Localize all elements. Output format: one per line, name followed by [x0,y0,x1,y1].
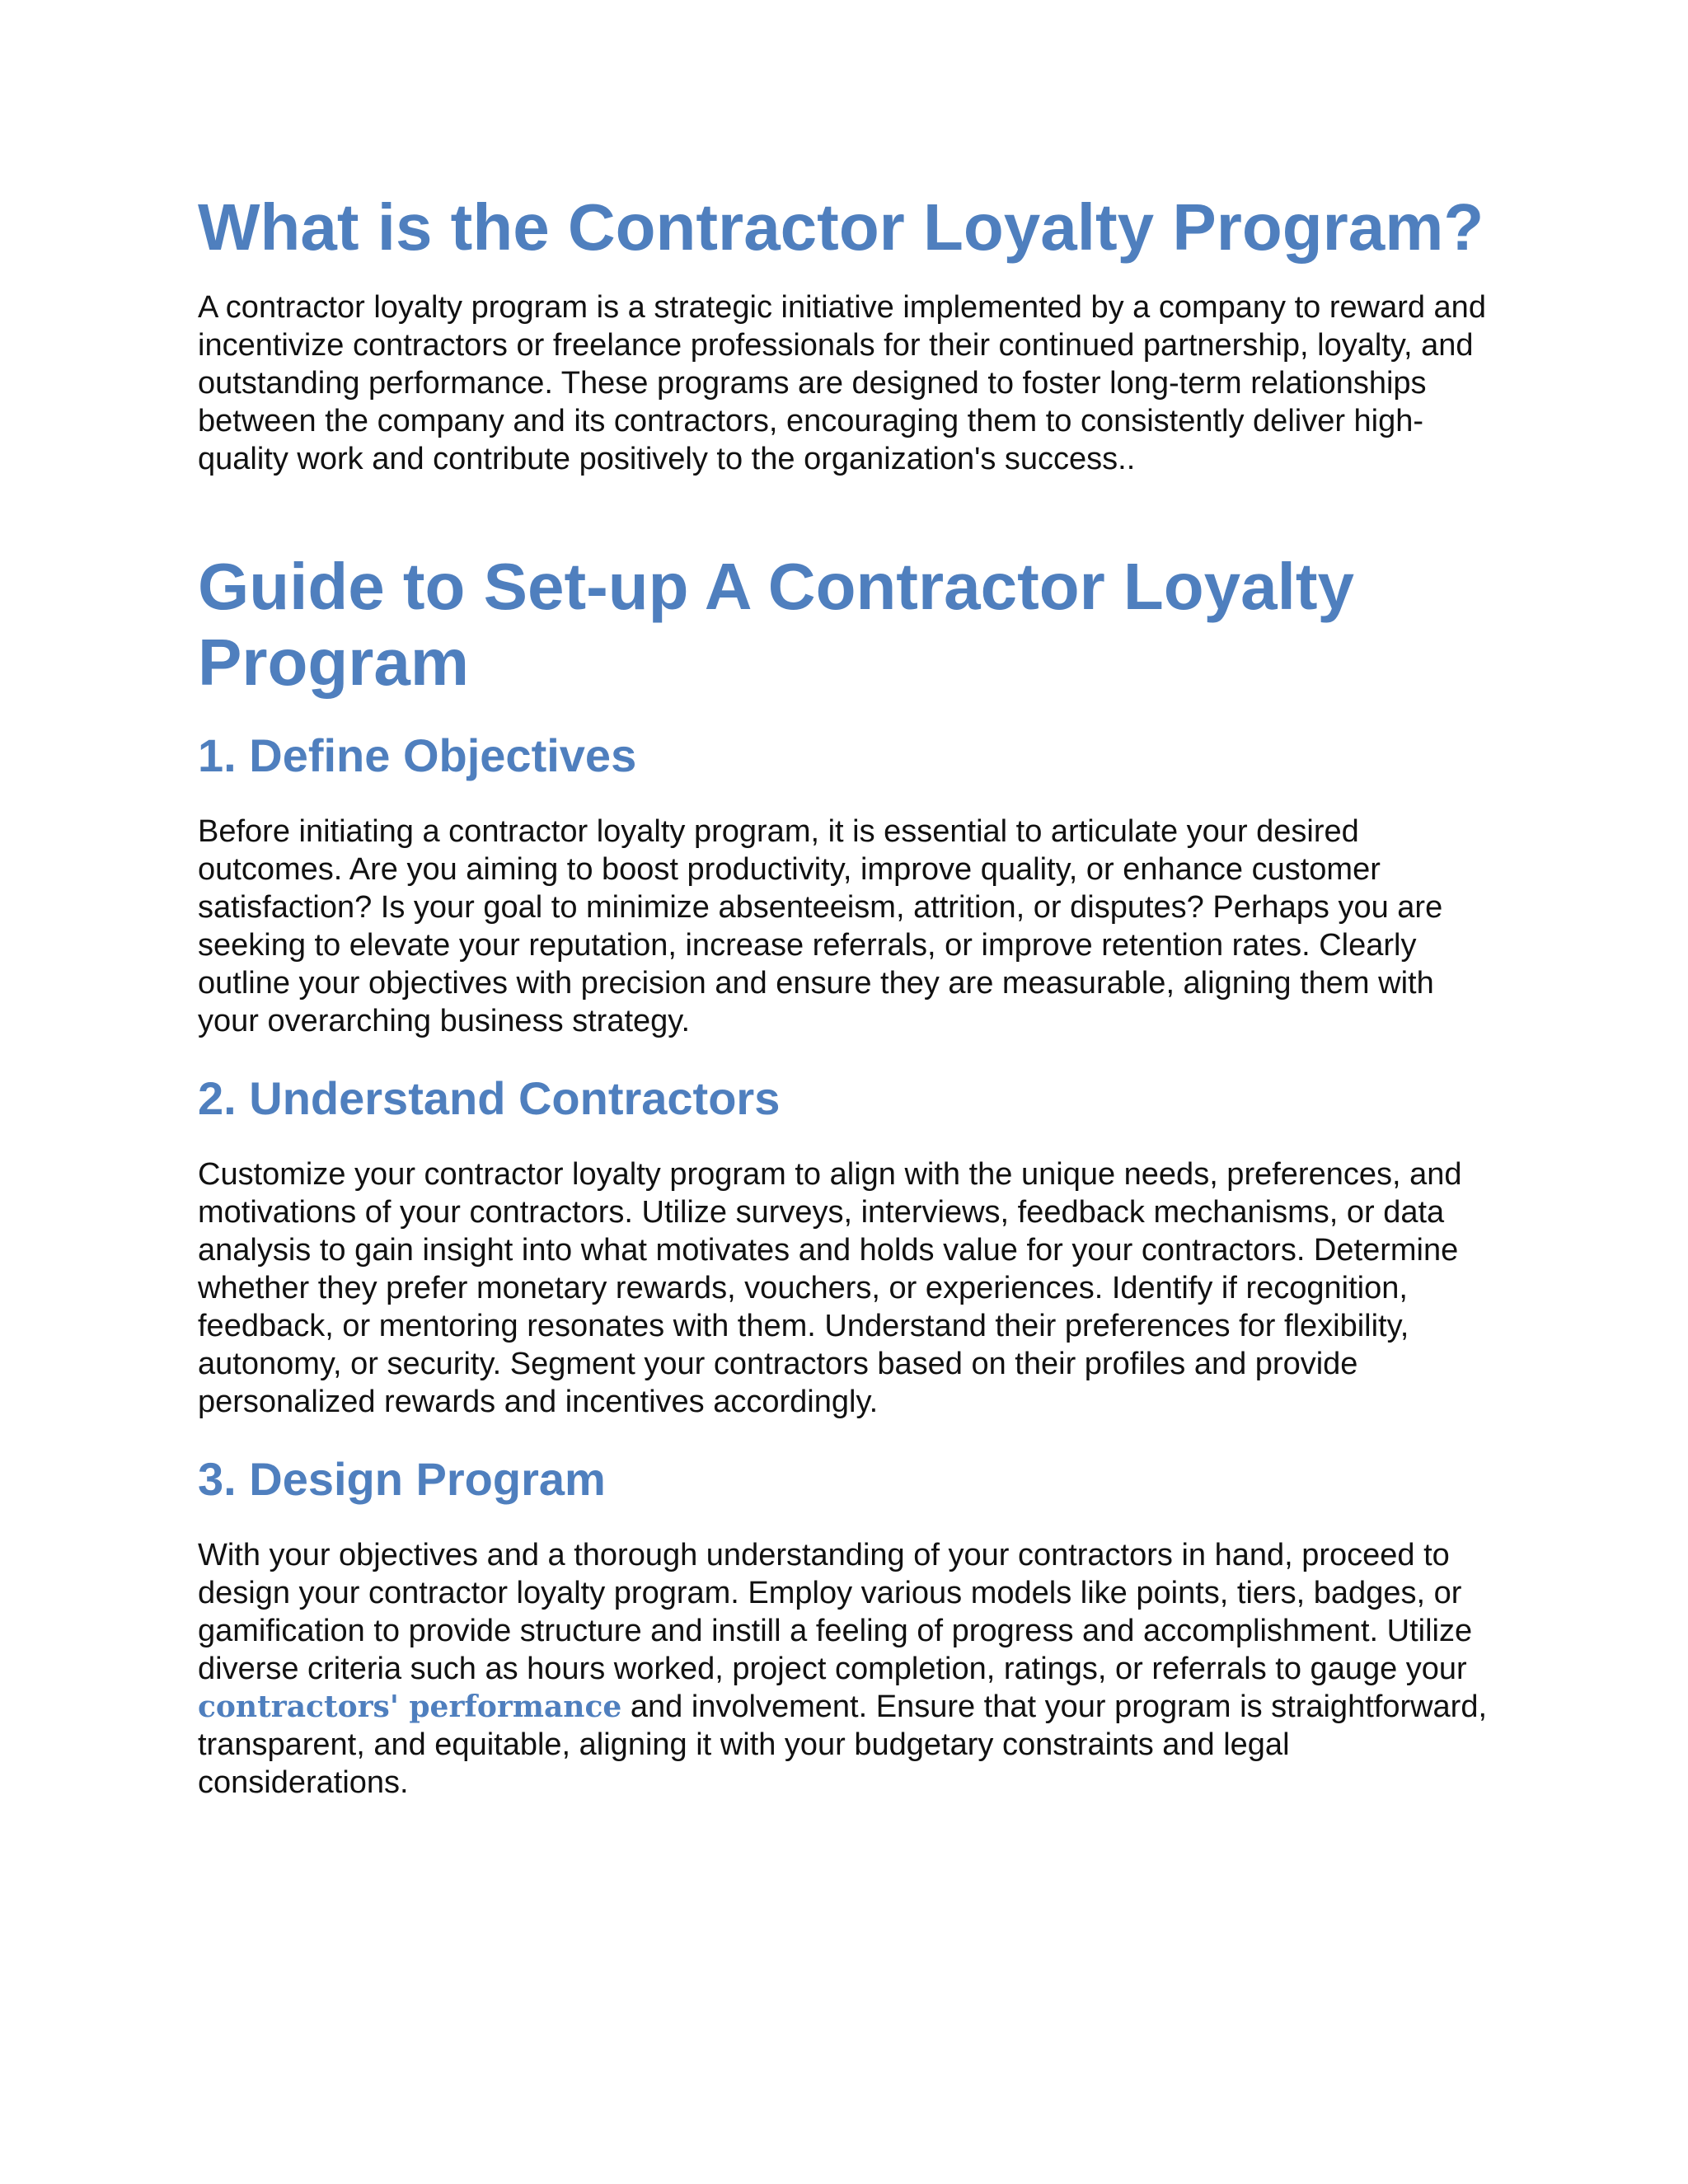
guide-heading: Guide to Set-up A Contractor Loyalty Program [198,550,1355,699]
intro-paragraph: A contractor loyalty program is a strategic initiative implemented by a company to reward and incentivize contractors or freelance professionals for their continued partnership, loyalty, and outstanding performance. These programs are designed to foster long-term relationships between the company and its contractors, encouraging them to consistently deliver high-quality work and contribute positively to the organization's success.. [198,290,1486,476]
main-heading: What is the Contractor Loyalty Program? [198,190,1484,264]
document-page [198,190,1500,1802]
contractors-performance-link[interactable]: contractors' performance [198,1690,622,1724]
body-text-before-link: With your objectives and a thorough understanding of your contractors in hand, proceed to design your contractor loyalty program. Employ various models like points, tiers, badges, or gamification to provide structure and instill a feeling of progress and accomplishment. Utilize diverse criteria such as hours worked, project completion, ratings, or referrals to gauge your [198,1538,1473,1686]
section-body-understand-contractors: Customize your contractor loyalty program to align with the unique needs, preferences, and motivations of your contractors. Utilize surveys, interviews, feedback mechanisms, or data analysis to gain insight into what motivates and holds value for your contractors. Determine whether they prefer monetary rewards, vouchers, or experiences. Identify if recognition, feedback, or mentoring resonates with them. Understand their preferences for flexibility, autonomy, or security. Segment your contractors based on their profiles and provide personalized rewards and incentives accordingly. [198,1157,1462,1419]
section-title-define-objectives: 1. Define Objectives [198,729,637,781]
section-body-design-program [198,1536,1500,1802]
section-body-define-objectives: Before initiating a contractor loyalty program, it is essential to articulate your desired outcomes. Are you aiming to boost productivity, improve quality, or enhance customer satisfaction? Is your goal to minimize absenteeism, attrition, or disputes? Perhaps you are seeking to elevate your reputation, increase referrals, or improve retention rates. Clearly outline your objectives with precision and ensure they are measurable, aligning them with your overarching business strategy. [198,814,1443,1038]
section-title-understand-contractors: 2. Understand Contractors [198,1072,781,1124]
section-title-design-program: 3. Design Program [198,1453,606,1505]
body-text-after-link: and involvement. Ensure that your program is straightforward, transparent, and equitable, aligning it with your budgetary constraints and legal considerations. [198,1690,1488,1800]
